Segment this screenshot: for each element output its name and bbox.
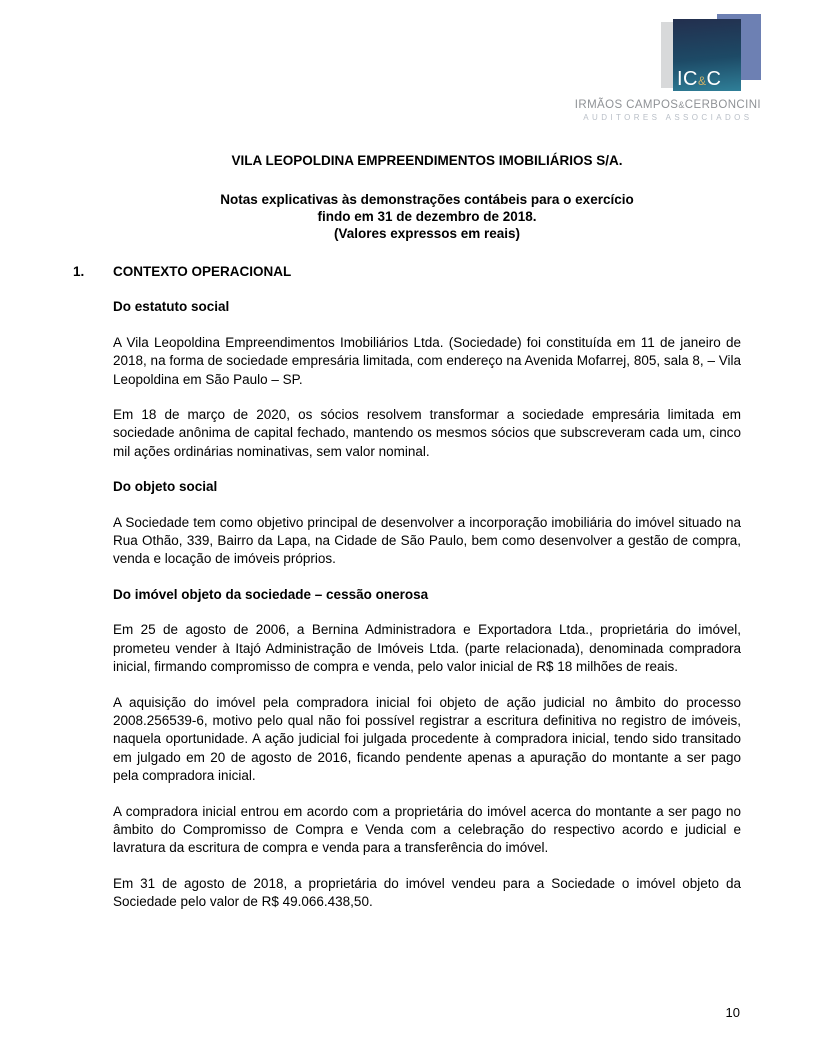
paragraph: A Sociedade tem como objetivo principal de desenvolver a incorporação imobiliária do imóvel situado na Rua Othão, 339, Bairro da Lapa, na Cidade de São Paulo, bem como desenvolver a gestão de compra, venda e locação de imóveis próprios. xyxy=(113,514,741,567)
logo-tagline: AUDITORES ASSOCIADOS xyxy=(583,113,753,122)
document-subtitle xyxy=(113,191,741,242)
logo-mark-text: IC&C xyxy=(677,68,722,90)
subtitle-line-3: (Valores expressos em reais) xyxy=(333,226,521,241)
paragraph: Em 18 de março de 2020, os sócios resolvem transformar a sociedade empresária limitada em sociedade anônima de capital fechado, mantendo os mesmos sócios que subscreveram cada um, cinco mil ações ordinárias nominativas, sem valor nominal. xyxy=(113,407,741,459)
section-content xyxy=(113,298,741,911)
paragraph: A aquisição do imóvel pela compradora inicial foi objeto de ação judicial no âmbito do processo 2008.256539-6, motivo pelo qual não foi possível registrar a escritura definitiva no registro de imóveis, naquela oportunidade. A ação judicial foi julgada procedente à compradora inicial, tendo sido transitado em julgado em 20 de agosto de 2016, ficando pendente apenas a apuração do montante a ser pago pela compradora inicial. xyxy=(113,694,741,784)
subtitle-line-2: findo em 31 de dezembro de 2018. xyxy=(317,209,537,224)
subtitle-line-1: Notas explicativas às demonstrações contábeis para o exercício xyxy=(220,192,634,207)
page-number: 10 xyxy=(725,1005,740,1020)
document-body xyxy=(73,0,741,912)
subheading-estatuto-social: Do estatuto social xyxy=(113,299,230,315)
paragraph: Em 31 de agosto de 2018, a proprietária do imóvel vendeu para a Sociedade o imóvel objeto da Sociedade pelo valor de R$ 49.066.438,50. xyxy=(113,875,741,910)
logo-company-name: IRMÃOS CAMPOS&CERBONCINI xyxy=(574,99,761,111)
section-heading xyxy=(73,263,741,281)
subheading-imovel-cessao-onerosa: Do imóvel objeto da sociedade – cessão onerosa xyxy=(113,586,429,602)
section-title: CONTEXTO OPERACIONAL xyxy=(113,264,292,279)
paragraph: A compradora inicial entrou em acordo com a proprietária do imóvel acerca do montante a ser pago no âmbito do Compromisso de Compra e Venda com a celebração do respectivo acordo e judicial e lavratura da escritura de compra e venda para a transferência do imóvel. xyxy=(113,803,741,856)
section-number: 1. xyxy=(73,264,85,279)
subheading-objeto-social: Do objeto social xyxy=(113,479,218,495)
document-title: VILA LEOPOLDINA EMPREENDIMENTOS IMOBILIÁRIOS S/A. xyxy=(231,153,623,168)
logo-company-ampersand: & xyxy=(678,100,685,110)
paragraph: A Vila Leopoldina Empreendimentos Imobiliários Ltda. (Sociedade) foi constituída em 11 de janeiro de 2018, na forma de sociedade empresária limitada, com endereço na Avenida Mofarrej, 805, sala 8, – Vila Leopoldina em São Paulo – SP. xyxy=(113,334,741,387)
paragraph: Em 25 de agosto de 2006, a Bernina Administradora e Exportadora Ltda., proprietária do imóvel, prometeu vender à Itajó Administração de Imóveis Ltda. (parte relacionada), denominada compradora inicial, firmando compromisso de compra e venda, pelo valor inicial de R$ 18 milhões de reais. xyxy=(113,622,741,675)
logo-mark-ampersand: & xyxy=(698,74,707,88)
